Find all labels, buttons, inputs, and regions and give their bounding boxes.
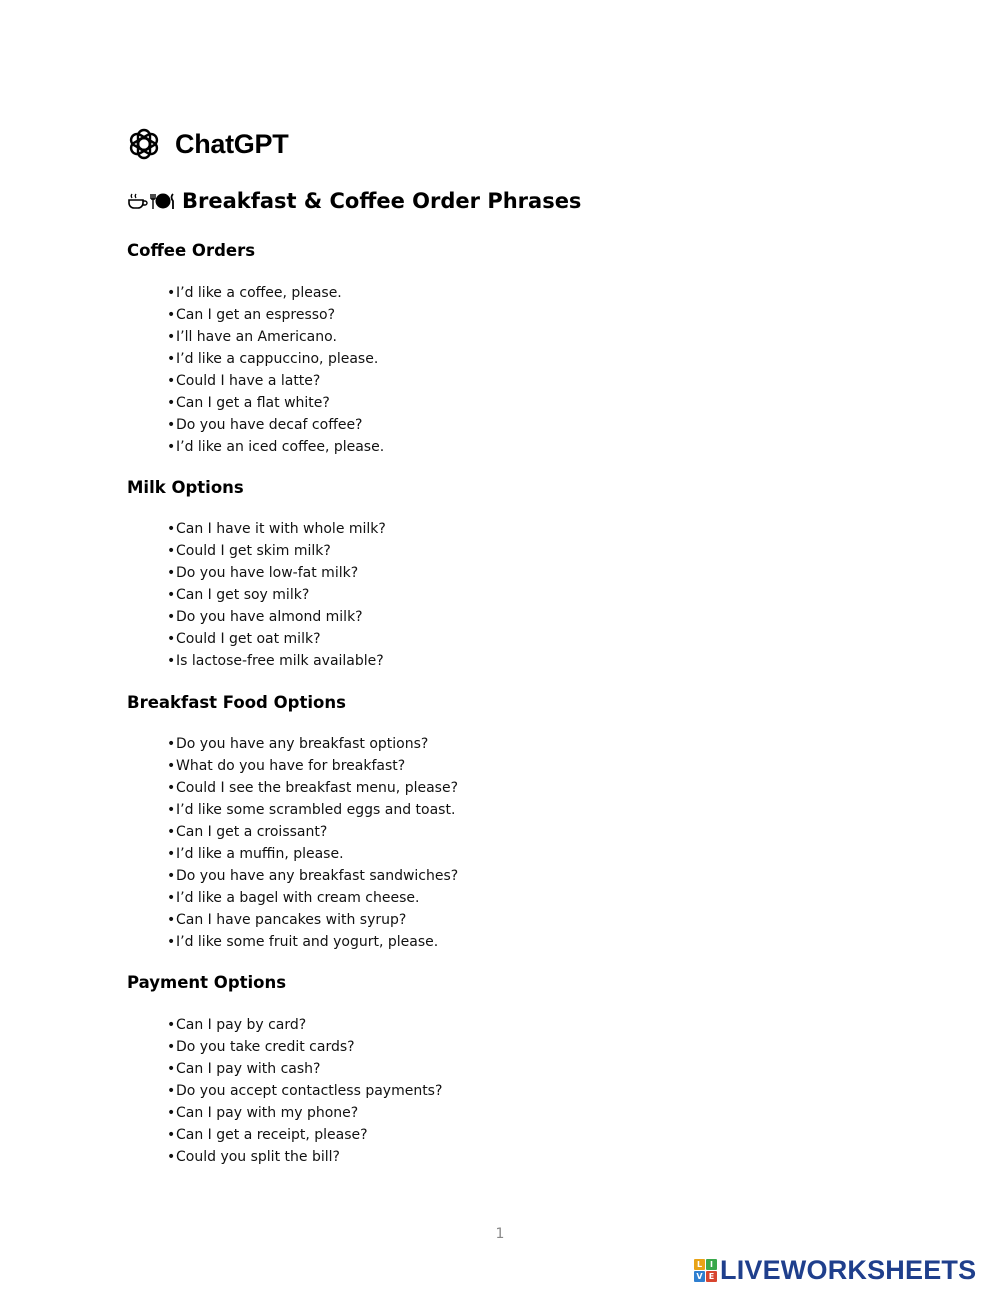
list-item: •I’d like a cappuccino, please. — [167, 351, 379, 367]
list-item: •I’d like a bagel with cream cheese. — [167, 890, 420, 906]
page-title — [127, 186, 581, 216]
list-item: •Do you accept contactless payments? — [167, 1083, 443, 1099]
liveworksheets-cubes-icon — [694, 1259, 717, 1282]
list-item: •Could you split the bill? — [167, 1149, 340, 1165]
phrase-list-payment-options — [167, 1014, 442, 1168]
list-item: •Can I have it with whole milk? — [167, 521, 386, 537]
list-item: •What do you have for breakfast? — [167, 758, 406, 774]
list-item: •Could I see the breakfast menu, please? — [167, 780, 458, 796]
list-item: •Can I have pancakes with syrup? — [167, 912, 407, 928]
list-item: •I’d like some fruit and yogurt, please. — [167, 934, 439, 950]
logo-wordmark: ChatGPT — [175, 128, 289, 159]
liveworksheets-wordmark: LIVEWORKSHEETS — [720, 1254, 977, 1285]
list-item: •Could I get skim milk? — [167, 543, 331, 559]
list-item: •Do you have any breakfast sandwiches? — [167, 868, 459, 884]
list-item: •Could I get oat milk? — [167, 631, 321, 647]
title-icons — [127, 192, 175, 210]
brand-cube: L — [694, 1259, 705, 1270]
coffee-cup-icon — [127, 192, 149, 210]
list-item: •Can I pay with my phone? — [167, 1105, 359, 1121]
section-heading-coffee-orders: Coffee Orders — [127, 241, 256, 260]
liveworksheets-logo[interactable] — [694, 1254, 976, 1286]
list-item: •Do you have low-fat milk? — [167, 565, 359, 581]
list-item: •Is lactose-free milk available? — [167, 653, 384, 669]
list-item: •Can I get soy milk? — [167, 587, 310, 603]
phrase-list-breakfast-food-options — [167, 733, 458, 953]
list-item: •I’d like a muffin, please. — [167, 846, 344, 862]
brand-cube: V — [694, 1271, 705, 1282]
list-item: •Can I get a receipt, please? — [167, 1127, 368, 1143]
brand-cube: I — [706, 1259, 717, 1270]
list-item: •Do you have almond milk? — [167, 609, 363, 625]
section-heading-breakfast-food-options: Breakfast Food Options — [127, 693, 346, 712]
list-item: •I’d like some scrambled eggs and toast. — [167, 802, 456, 818]
list-item: •I’ll have an Americano. — [167, 329, 337, 345]
list-item: •Do you have decaf coffee? — [167, 417, 363, 433]
page-number: 1 — [495, 1226, 505, 1242]
list-item: •Can I get a croissant? — [167, 824, 328, 840]
chatgpt-logo — [127, 126, 288, 162]
list-item: •Can I get a flat white? — [167, 395, 330, 411]
list-item: •Do you have any breakfast options? — [167, 736, 429, 752]
list-item: •Can I get an espresso? — [167, 307, 336, 323]
phrase-list-milk-options — [167, 518, 386, 672]
brand-cube: E — [706, 1271, 717, 1282]
page-title-text: Breakfast & Coffee Order Phrases — [182, 189, 582, 213]
list-item: •I’d like an iced coffee, please. — [167, 439, 385, 455]
section-heading-milk-options: Milk Options — [127, 478, 244, 497]
section-heading-payment-options: Payment Options — [127, 973, 287, 992]
fork-knife-plate-icon — [149, 192, 175, 210]
openai-knot-icon — [127, 127, 161, 161]
list-item: •Can I pay with cash? — [167, 1061, 321, 1077]
list-item: •Could I have a latte? — [167, 373, 321, 389]
list-item: •Do you take credit cards? — [167, 1039, 355, 1055]
list-item: •I’d like a coffee, please. — [167, 285, 342, 301]
phrase-list-coffee-orders — [167, 282, 384, 458]
list-item: •Can I pay by card? — [167, 1017, 307, 1033]
